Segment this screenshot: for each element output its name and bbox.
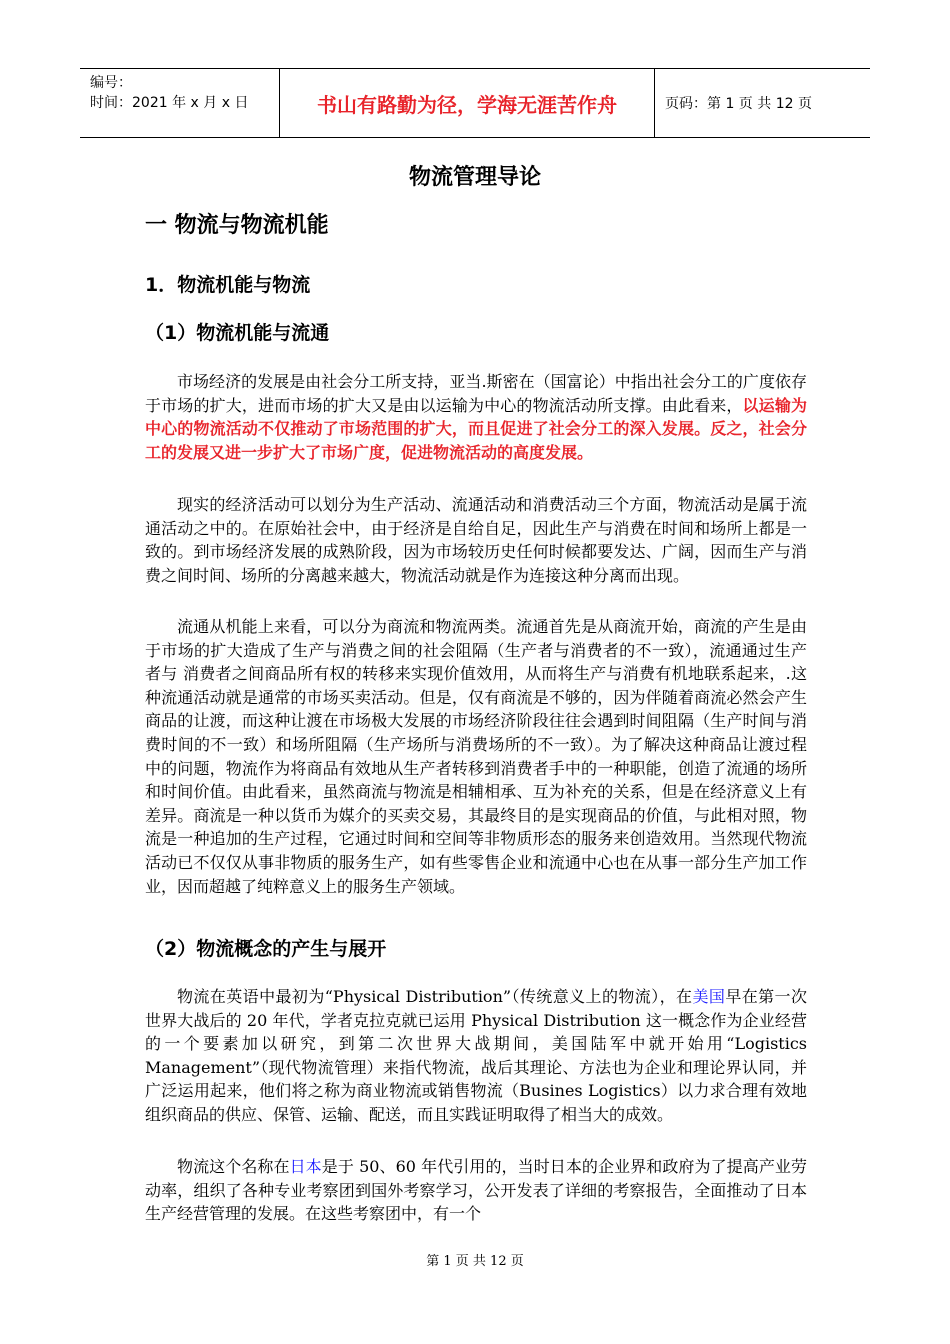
header-motto: 书山有路勤为径，学海无涯苦作舟 <box>280 69 655 137</box>
sub-subsection-heading-1: （1）物流机能与流通 <box>145 322 330 344</box>
paragraph-3: 流通从机能上来看，可以分为商流和物流两类。流通首先是从商流开始，商流的产生是由于市场的扩大造成了生产与消费之间的社会阻隔（生产者与消费者的不一致），流通通过生产者与 消费者之间商品所有权的转移来实现价值效用，从而将生产与消费有机地联系起来，.这种流通活动就是通常的市场买卖活动。但是，仅有商流是不够的，因为伴随着商流必然会产生商品的让渡，而这种让渡在市场极大发展的市场经济阶段往往会遇到时间阻隔（生产时间与消费时间的不一致）和场所阻隔（生产场所与消费场所的不一致）。为了解决这种商品让渡过程中的问题，物流作为将商品有效地从生产者转移到消费者手中的一种职能，创造了流通的场所和时间价值。由此看来，虽然商流与物流是相辅相承、互为补充的关系，但是在经济意义上有差异。商流是一种以货币为媒介的买卖交易，其最终目的是实现商品的价值，与此相对照，物流是一种追加的生产过程，它通过时间和空间等非物质形态的服务来创造效用。当然现代物流活动已不仅仅从事非物质的服务生产，如有些零售企业和流通中心也在从事一部分生产加工作业，因而超越了纯粹意义上的服务生产领域。 <box>145 617 807 896</box>
link-japan[interactable]: 日本 <box>289 1157 322 1176</box>
paragraph-4 <box>145 985 807 1127</box>
paragraph-4-text-a: 物流在英语中最初为“Physical Distribution”（传统意义上的物流），在 <box>177 987 693 1006</box>
header-time-label: 时间：2021 年 x 月 x 日 <box>90 95 249 111</box>
subsection-heading: 1．物流机能与物流 <box>145 274 311 296</box>
paragraph-1-highlight: 以运输为中心的物流活动不仅推动了市场范围的扩大，而且促进了社会分工的深入发展。反之，社会分工的发展又进一步扩大了市场广度，促进物流活动的高度发展。 <box>145 395 807 462</box>
paragraph-1-text: 市场经济的发展是由社会分工所支持，亚当.斯密在（国富论）中指出社会分工的广度依存于市场的扩大，进而市场的扩大又是由以运输为中心的物流活动所支撑。由此看来， <box>145 372 807 415</box>
sub-subsection-heading-2: （2）物流概念的产生与展开 <box>145 938 387 960</box>
page-footer: 第 1 页 共 12 页 <box>426 1254 524 1269</box>
paragraph-5-text-a: 物流这个名称在 <box>177 1157 290 1176</box>
section-heading: 一 物流与物流机能 <box>145 213 329 238</box>
header-page-info: 页码：第 1 页 共 12 页 <box>665 96 812 112</box>
paragraph-5 <box>145 1155 807 1226</box>
paragraph-5-text-b: 是于 50、60 年代引用的，当时日本的企业界和政府为了提高产业劳动率，组织了各种专业考察团到国外考察学习，公开发表了详细的考察报告，全面推动了日本生产经营管理的发展。在这些考察团中，有一个 <box>145 1157 807 1224</box>
header-table <box>80 68 870 138</box>
paragraph-2: 现实的经济活动可以划分为生产活动、流通活动和消费活动三个方面，物流活动是属于流通活动之中的。在原始社会中，由于经济是自给自足，因此生产与消费在时间和场所上都是一致的。到市场经济发展的成熟阶段，因为市场较历史任何时候都要发达、广阔，因而生产与消费之间时间、场所的分离越来越大，物流活动就是作为连接这种分离而出现。 <box>145 495 807 585</box>
document-title: 物流管理导论 <box>408 165 541 190</box>
header-meta <box>80 69 280 137</box>
header-number-label: 编号： <box>90 75 132 91</box>
paragraph-1 <box>145 370 807 464</box>
link-usa[interactable]: 美国 <box>692 987 726 1006</box>
paragraph-4-text-b: 早在第一次世界大战后的 20 年代，学者克拉克就已运用 Physical Distribution 这一概念作为企业经营的一个要素加以研究，到第二次世界大战期间，美国陆军中就开始用“Logistics Management”（现代物流管理）来指代物流，战后其理论、方法也为企业和理论界认同，并广泛运用起来，他们将之称为商业物流或销售物流（Busines Logistics）以力求合理有效地组织商品的供应、保管、运输、配送，而且实践证明取得了相当大的成效。 <box>145 987 807 1124</box>
